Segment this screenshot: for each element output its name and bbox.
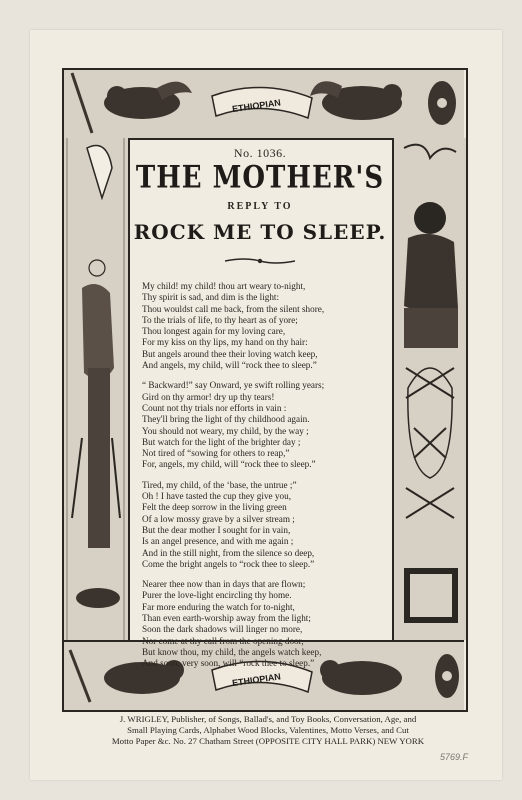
verse-line: Far more enduring the watch for to-night, [142,601,295,612]
verse-line: But angels around thee their loving watch keep, [142,348,318,359]
verse-line: My child! my child! thou art weary to-night, [142,281,306,291]
catalog-mark: 5769.F [440,752,469,762]
imprint-line-2: Small Playing Cards, Alphabet Wood Blocks, Valentines, Motto Verses, and Cut [127,725,409,735]
verse-line: Soon the dark shadows will linger no more, [142,624,303,635]
verse-line: Come the bright angels to “rock thee to sleep.” [142,558,315,569]
verse-line: And soon, very soon, will “rock thee to sleep.” [142,658,315,669]
verse-line: Nor come at thy call from the opening door, [142,635,304,646]
ribbon-label-bottom: ETHIOPIAN [231,671,282,689]
verse-line: For my kiss on thy lips, my hand on thy hair: [142,337,308,348]
publisher-imprint [88,714,448,747]
imprint-line-3: Motto Paper &c. No. 27 Chatham Street (OPPOSITE CITY HALL PARK) NEW YORK [111,736,425,746]
verse-line: And in the still night, from the silence so deep, [142,547,315,558]
verse-line: For, angels, my child, will “rock thee to sleep.” [142,459,316,470]
verse-line: But know thou, my child, the angels watch keep, [142,646,322,657]
verse-line: But the dear mother I sought for in vain, [142,524,291,535]
verse-line: But watch for the light of the brighter day ; [142,436,301,447]
verse-line: To the trials of life, to thy heart as of yore; [142,314,298,325]
verse-line: Thou longest again for my loving care, [142,326,286,337]
stanza [142,380,390,470]
stanza [142,579,390,669]
song-title: THE MOTHER'S [135,160,385,196]
verse-line: Gird on thy armor! dry up thy tears! [142,391,275,402]
imprint-line-1: J. WRIGLEY, Publisher, of Songs, Ballad's, and Toy Books, Conversation, Age, and [119,714,417,724]
verse-line: Tired, my child, of the ‘base, the untrue ;” [142,479,297,490]
verse-line: Thou wouldst call me back, from the silent shore, [142,303,325,314]
verse-line: Than even earth-worship away from the light; [142,613,311,624]
verse-line: Is an angel presence, and with me again ; [142,536,294,547]
song-title-second: ROCK ME TO SLEEP. [133,220,387,244]
verse-line: Of a low mossy grave by a silver stream ; [142,513,295,524]
verse-line: Nearer thee now than in days that are flown; [142,579,306,590]
verse-line: They'll bring the light of thy childhood again. [142,414,310,425]
song-number: No. 1036. [233,146,287,160]
stanza [142,281,390,371]
stanza-list [130,281,390,670]
verse-line: Purer the love-light encircling thy home. [142,590,292,601]
title-subtitle: REPLY TO [227,201,293,212]
verse-line: And angels, my child, will “rock thee to sleep.” [142,360,317,371]
stanza [142,480,390,570]
verse-line: You should not weary, my child, by the way ; [142,425,309,436]
song-text-panel [130,140,390,669]
verse-line: Not tired of “sowing for others to reap,” [142,448,290,459]
verse-line: Oh ! I have tasted the cup they give you, [142,491,291,502]
verse-line: “ Backward!” say Onward, ye swift rolling years; [142,380,325,391]
ribbon-label-top: ETHIOPIAN [231,97,282,115]
verse-line: Felt the deep sorrow in the living green [142,502,287,513]
divider-ornament [225,256,295,266]
verse-line: Count not thy trials nor efforts in vain : [142,402,287,413]
verse-line: Thy spirit is sad, and dim is the light: [142,292,280,303]
